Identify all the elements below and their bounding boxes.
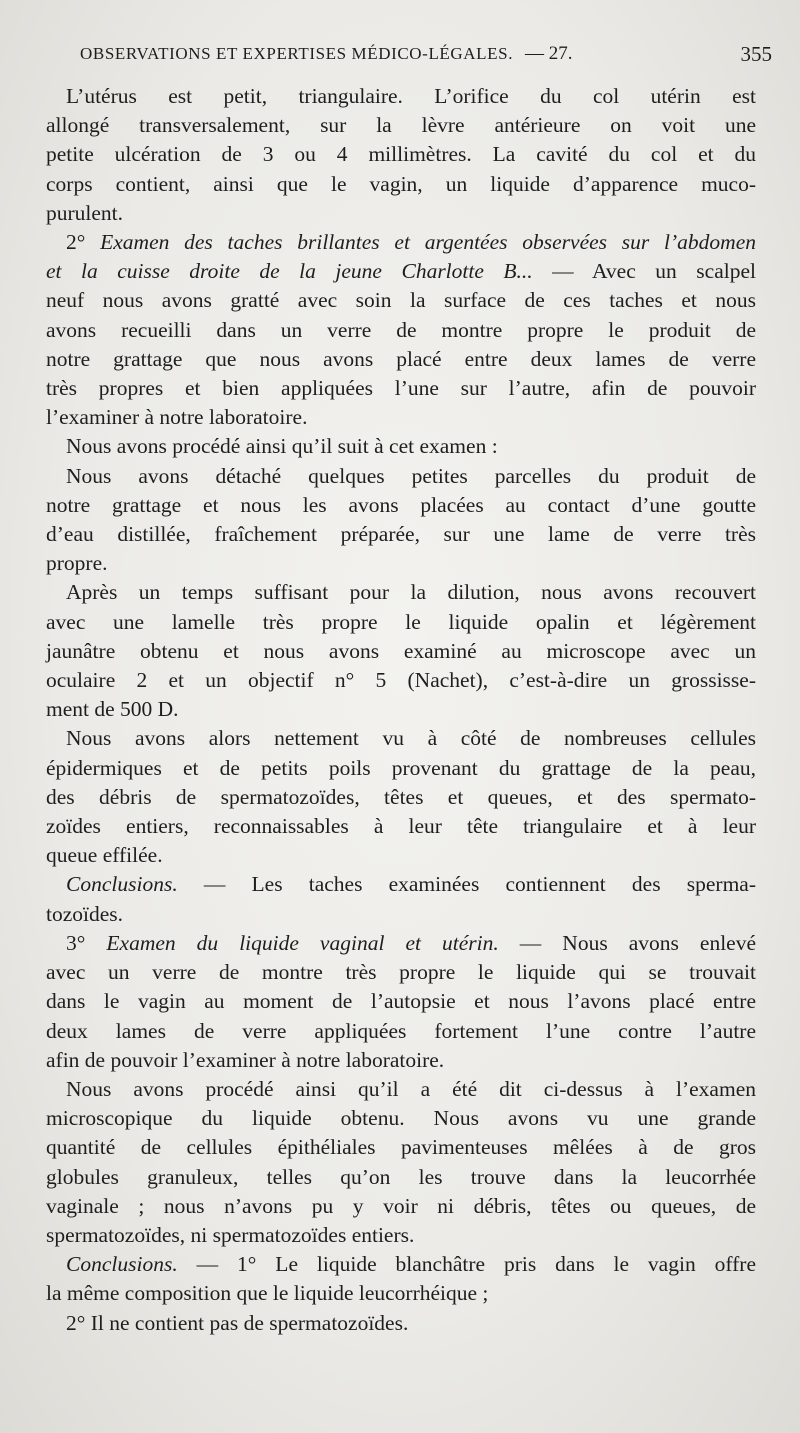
running-head (80, 34, 772, 74)
text-line (46, 754, 756, 783)
text-line (46, 111, 756, 140)
text-segment: afin de pouvoir l’examiner à notre laboratoire. (46, 1047, 445, 1072)
text-segment: — Les taches examinées contiennent des sperma- (177, 872, 756, 897)
text-line (46, 1163, 756, 1192)
text-line (46, 1221, 756, 1250)
running-head-title: OBSERVATIONS ET EXPERTISES MÉDICO-LÉGALES. (80, 44, 514, 63)
text-line (46, 870, 756, 899)
text-segment: vaginale ; nous n’avons pu y voir ni débris, têtes ou queues, de (46, 1193, 756, 1218)
text-segment: deux lames de verre appliquées fortement l’une contre l’autre (46, 1018, 756, 1043)
text-line (46, 257, 756, 286)
text-segment: avons recueilli dans un verre de montre propre le produit de (46, 317, 756, 342)
text-segment: 3° (66, 930, 107, 955)
text-segment: spermatozoïdes, ni spermatozoïdes entiers. (46, 1222, 415, 1247)
text-segment: petite ulcération de 3 ou 4 millimètres. La cavité du col et du (46, 142, 756, 167)
text-segment: ment de 500 D. (46, 697, 179, 722)
text-segment: dans le vagin au moment de l’autopsie et nous l’avons placé entre (46, 989, 756, 1014)
italic-text: et la cuisse droite de la jeune Charlotte B... (46, 259, 533, 284)
text-line (46, 695, 756, 724)
text-line (46, 462, 756, 491)
text-line (46, 608, 756, 637)
text-segment: propre. (46, 551, 108, 576)
text-segment: globules granuleux, telles qu’on les trouve dans la leucorrhée (46, 1164, 756, 1189)
chapter-number: — 27. (525, 43, 573, 64)
text-line (46, 199, 756, 228)
text-line (46, 1133, 756, 1162)
text-line (46, 374, 756, 403)
text-line (46, 1046, 756, 1075)
text-segment: queue effilée. (46, 843, 163, 868)
text-line (46, 491, 756, 520)
text-line (46, 403, 756, 432)
text-line (46, 841, 756, 870)
text-segment: Nous avons procédé ainsi qu’il suit à cet examen : (66, 434, 498, 459)
text-line (46, 140, 756, 169)
text-segment: Nous avons alors nettement vu à côté de nombreuses cellules (66, 726, 756, 751)
text-line (46, 637, 756, 666)
text-line (46, 1192, 756, 1221)
text-line (46, 228, 756, 257)
text-segment: 2° Il ne contient pas de spermatozoïdes. (66, 1310, 409, 1335)
text-segment: allongé transversalement, sur la lèvre antérieure on voit une (46, 113, 756, 138)
text-line (46, 666, 756, 695)
text-segment: zoïdes entiers, reconnaissables à leur tête triangulaire et à leur (46, 814, 756, 839)
text-line (46, 1104, 756, 1133)
text-segment: — 1° Le liquide blanchâtre pris dans le vagin offre (177, 1252, 756, 1277)
text-segment: d’eau distillée, fraîchement préparée, sur une lame de verre très (46, 522, 756, 547)
italic-text: Conclusions. (66, 872, 178, 897)
text-line (46, 783, 756, 812)
text-line (46, 286, 756, 315)
text-segment: purulent. (46, 200, 124, 225)
text-segment: épidermiques et de petits poils provenant du grattage de la peau, (46, 755, 756, 780)
text-line (46, 578, 756, 607)
text-line (46, 520, 756, 549)
body-text (46, 82, 756, 1338)
page-number: 355 (740, 41, 772, 66)
text-line (46, 1279, 756, 1308)
text-segment: la même composition que le liquide leucorrhéique ; (46, 1281, 489, 1306)
text-segment: notre grattage que nous avons placé entre deux lames de verre (46, 346, 756, 371)
text-segment: 2° (66, 230, 101, 255)
text-line (46, 1017, 756, 1046)
text-line (46, 170, 756, 199)
text-line (46, 1075, 756, 1104)
text-line (46, 1250, 756, 1279)
text-segment: très propres et bien appliquées l’une sur l’autre, afin de pouvoir (46, 376, 756, 401)
text-segment: notre grattage et nous les avons placées au contact d’une goutte (46, 492, 756, 517)
text-segment: Nous avons procédé ainsi qu’il a été dit ci-dessus à l’examen (66, 1076, 756, 1101)
text-segment: Après un temps suffisant pour la dilution, nous avons recouvert (66, 580, 756, 605)
italic-text: Examen des taches brillantes et argentées observées sur l’abdomen (100, 230, 756, 255)
text-segment: neuf nous avons gratté avec soin la surface de ces taches et nous (46, 288, 756, 313)
text-segment: jaunâtre obtenu et nous avons examiné au microscope avec un (46, 638, 756, 663)
text-line (46, 432, 756, 461)
text-line (46, 987, 756, 1016)
text-line (46, 1309, 756, 1338)
text-segment: — Nous avons enlevé (498, 930, 757, 955)
text-line (46, 958, 756, 987)
italic-text: Conclusions. (66, 1252, 178, 1277)
text-line (46, 724, 756, 753)
text-segment: l’examiner à notre laboratoire. (46, 405, 308, 430)
text-segment: quantité de cellules épithéliales pavimenteuses mêlées à de gros (46, 1135, 756, 1160)
text-segment: Nous avons détaché quelques petites parcelles du produit de (66, 463, 756, 488)
italic-text: Examen du liquide vaginal et utérin. (106, 930, 499, 955)
text-segment: tozoïdes. (46, 901, 124, 926)
text-line (46, 929, 756, 958)
text-segment: oculaire 2 et un objectif n° 5 (Nachet), c’est-à-dire un grossisse- (46, 668, 756, 693)
text-segment: avec une lamelle très propre le liquide opalin et légèrement (46, 609, 756, 634)
text-segment: L’utérus est petit, triangulaire. L’orifice du col utérin est (66, 84, 756, 108)
text-segment: avec un verre de montre très propre le liquide qui se trouvait (46, 960, 756, 985)
text-line (46, 900, 756, 929)
text-line (46, 549, 756, 578)
text-segment: — Avec un scalpel (532, 259, 756, 284)
text-line (46, 812, 756, 841)
text-segment: des débris de spermatozoïdes, têtes et queues, et des spermato- (46, 784, 756, 809)
text-segment: microscopique du liquide obtenu. Nous avons vu une grande (46, 1106, 756, 1131)
text-line (46, 345, 756, 374)
text-line (46, 82, 756, 111)
text-line (46, 316, 756, 345)
text-segment: corps contient, ainsi que le vagin, un liquide d’apparence muco- (46, 171, 756, 196)
